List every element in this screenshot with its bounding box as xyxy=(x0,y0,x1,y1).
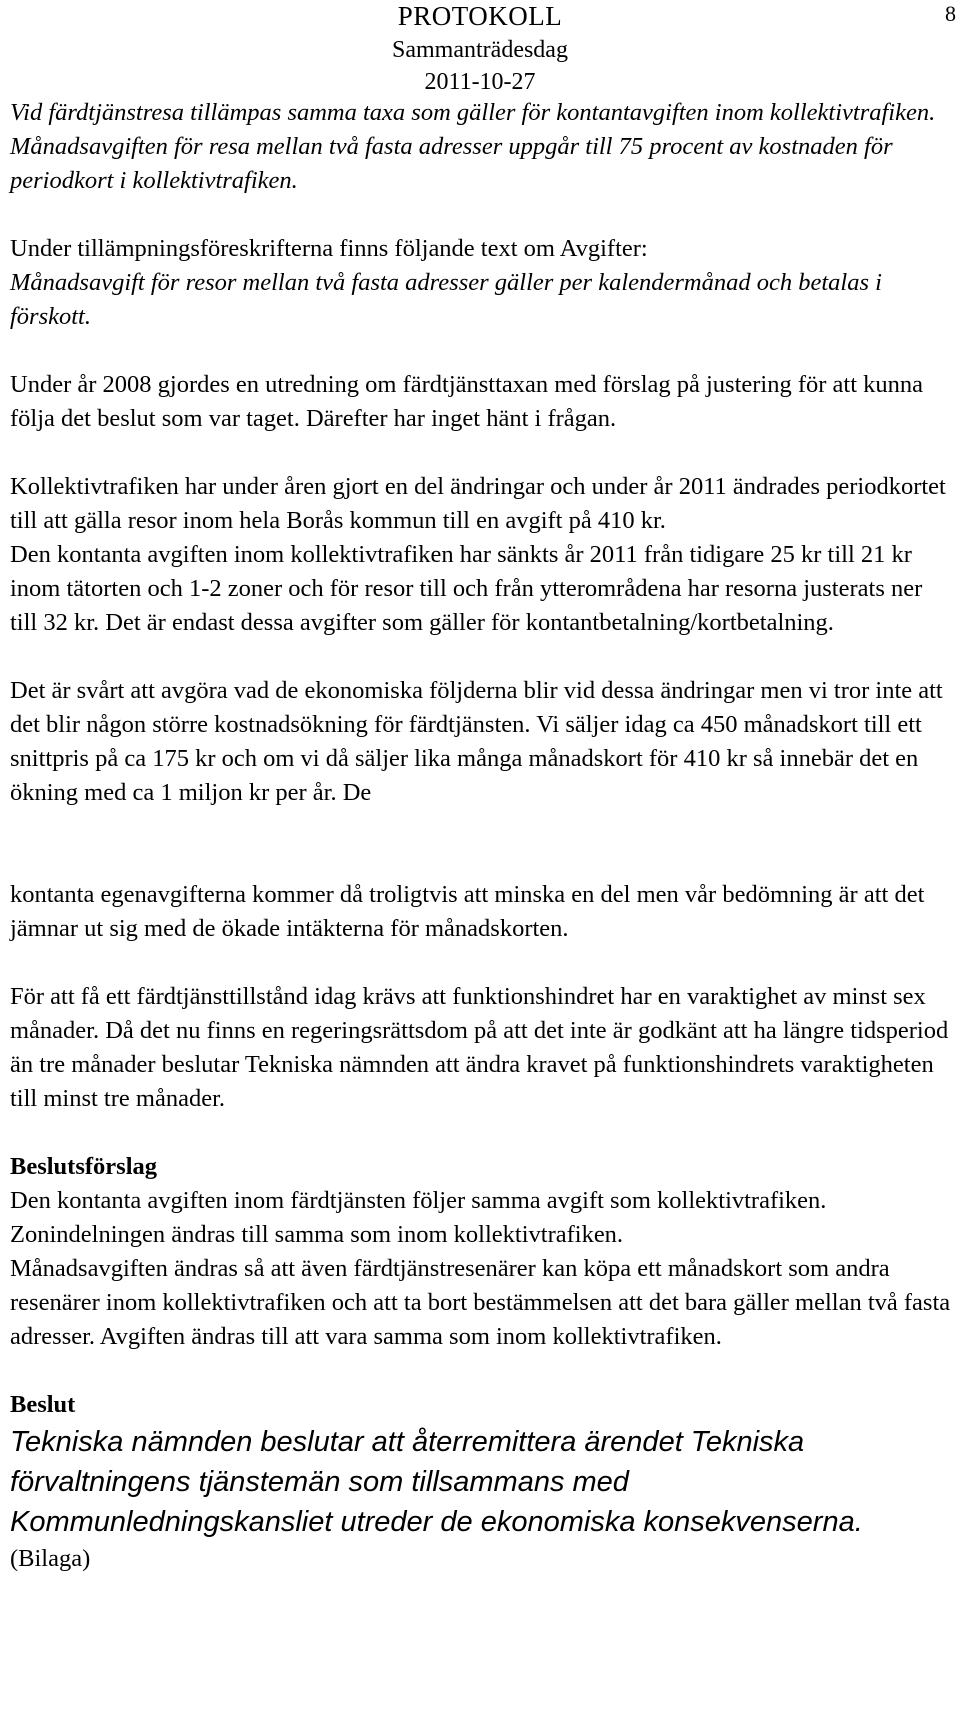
paragraph-permit-duration: För att få ett färdtjänsttillstånd idag krävs att funktionshindret har en varaktighet av minst sex månader. Då det nu finns en regeringsrättsdom på att det inte är godkänt att ha längre tidsperiod än tre månader beslutar Tekniska nämnden att ändra kravet på funktionshindrets varaktigheten till minst tre månader. xyxy=(10,983,949,1112)
decision-text: Tekniska nämnden beslutar att återremittera ärendet Tekniska förvaltningens tjänstemän som tillsammans med Kommunledningskansliet utreder de ekonomiska konsekvenserna. xyxy=(10,1426,863,1538)
proposal-item-zones: Zonindelningen ändras till samma som inom kollektivtrafiken. xyxy=(10,1221,624,1248)
meeting-day-label: Sammanträdesdag xyxy=(392,37,568,63)
paragraph-fare-rules: Vid färdtjänstresa tillämpas samma taxa som gäller för kontantavgiften inom kollektivtrafiken. Månadsavgiften för resa mellan två fasta adresser uppgår till 75 procent av kostnaden för periodkort i kollektivtrafiken. xyxy=(10,99,936,194)
document-title: PROTOKOLL xyxy=(397,1,563,31)
proposal-heading: Beslutsförslag xyxy=(10,1153,157,1180)
paragraph-cash-fees-continued: kontanta egenavgifterna kommer då troligtvis att minska en del men vår bedömning är att det jämnar ut sig med de ökade intäkterna för månadskorten. xyxy=(10,881,925,942)
paragraph-guidelines-quote: Månadsavgift för resor mellan två fasta adresser gäller per kalendermånad och betalas i förskott. xyxy=(10,269,882,330)
proposal-item-cash-fee: Den kontanta avgiften inom färdtjänsten följer samma avgift som kollektivtrafiken. xyxy=(10,1187,827,1214)
document-header xyxy=(0,0,960,100)
page-number: 8 xyxy=(945,1,956,26)
meeting-date: 2011-10-27 xyxy=(424,69,536,95)
decision-heading: Beslut xyxy=(10,1391,76,1418)
paragraph-economic-consequences: Det är svårt att avgöra vad de ekonomiska följderna blir vid dessa ändringar men vi tror inte att det blir någon större kostnadsökning för färdtjänsten. Vi säljer idag ca 450 månadskort till ett snittpris på ca 175 kr och om vi då säljer lika många månadskort för 410 kr så innebär det en ökning med ca 1 miljon kr per år. De xyxy=(10,677,943,806)
document-body xyxy=(10,96,954,1576)
paragraph-guidelines-intro: Under tillämpningsföreskrifterna finns följande text om Avgifter: xyxy=(10,235,648,262)
paragraph-cash-fare-change: Den kontanta avgiften inom kollektivtrafiken har sänkts år 2011 från tidigare 25 kr till 21 kr inom tätorten och 1-2 zoner och för resor till och från ytterområdena har resorna justerats ner till 32 kr. Det är endast dessa avgifter som gäller för kontantbetalning/kortbetalning. xyxy=(10,541,923,636)
paragraph-2008-investigation: Under år 2008 gjordes en utredning om färdtjänsttaxan med förslag på justering för att kunna följa det beslut som var taget. Därefter har inget hänt i frågan. xyxy=(10,371,924,432)
attachment-note: (Bilaga) xyxy=(10,1545,91,1572)
proposal-item-monthly-fee: Månadsavgiften ändras så att även färdtjänstresenärer kan köpa ett månadskort som andra resenärer inom kollektivtrafiken och att ta bort bestämmelsen att det bara gäller mellan två fasta adresser. Avgiften ändras till att vara samma som inom kollektivtrafiken. xyxy=(10,1255,951,1350)
paragraph-period-card-change: Kollektivtrafiken har under åren gjort en del ändringar och under år 2011 ändrades periodkortet till att gälla resor inom hela Borås kommun till en avgift på 410 kr. xyxy=(10,473,946,534)
